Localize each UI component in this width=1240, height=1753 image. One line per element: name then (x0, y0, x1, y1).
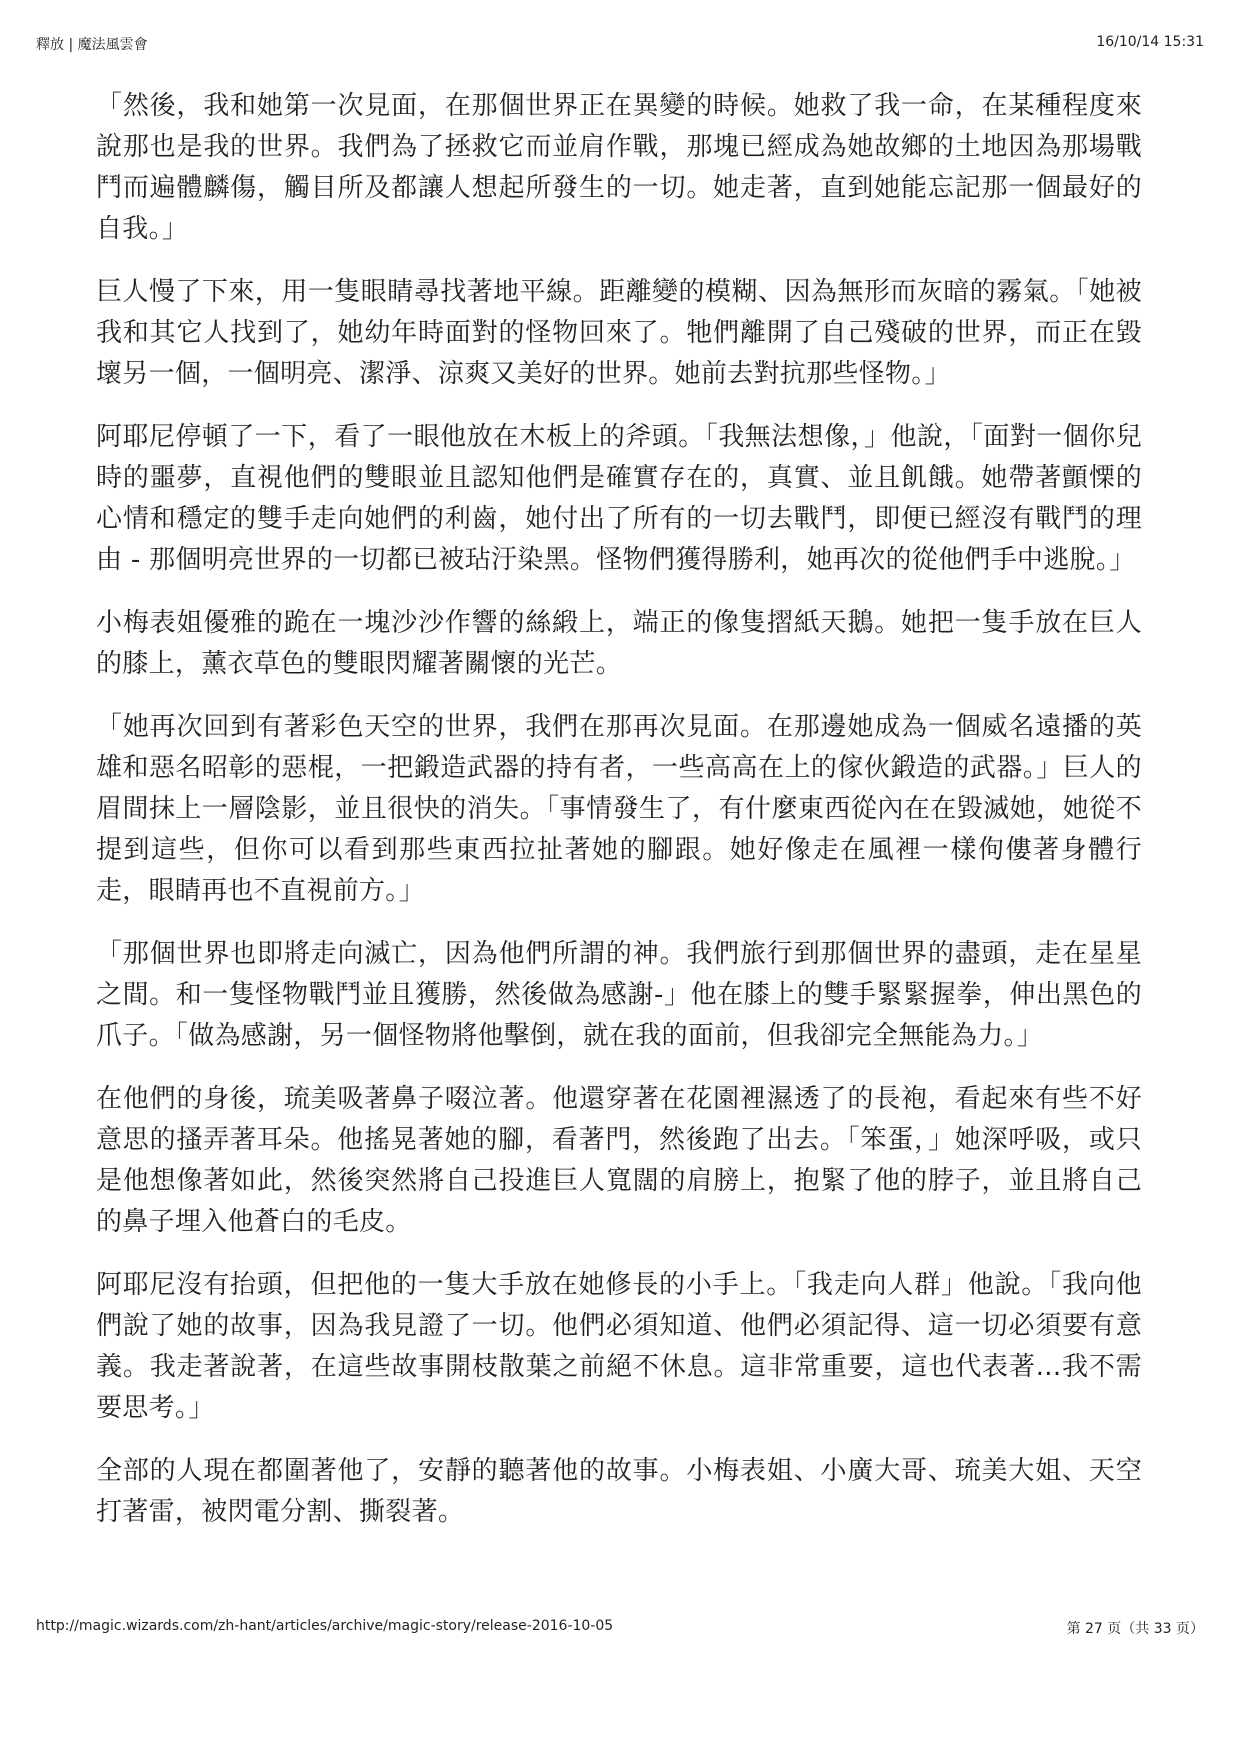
print-timestamp: 16/10/14 15:31 (1096, 34, 1204, 50)
page-footer (36, 1618, 1204, 1640)
page-number: 第 27 页（共 33 页） (1066, 1621, 1204, 1637)
document-title: 釋放 | 魔法風雲會 (36, 37, 148, 53)
source-url: http://magic.wizards.com/zh-hant/articles/archive/magic-story/release-2016-10-05 (36, 1618, 614, 1634)
paragraph-7: 在他們的身後，琉美吸著鼻子啜泣著。他還穿著在花園裡濕透了的長袍，看起來有些不好意思的搔弄著耳朵。他搖晃著她的腳，看著門，然後跑了出去。「笨蛋，」她深呼吸，或只是他想像著如此，然後突然將自己投進巨人寬闊的肩膀上，抱緊了他的脖子，並且將自己的鼻子埋入他蒼白的毛皮。 (96, 1084, 1142, 1237)
paragraph-4: 小梅表姐優雅的跪在一塊沙沙作響的絲緞上，端正的像隻摺紙天鵝。她把一隻手放在巨人的膝上，薰衣草色的雙眼閃耀著關懷的光芒。 (96, 608, 1142, 679)
paragraph-5: 「她再次回到有著彩色天空的世界，我們在那再次見面。在那邊她成為一個威名遠播的英雄和惡名昭彰的惡棍，一把鍛造武器的持有者，一些高高在上的傢伙鍛造的武器。」巨人的眉間抹上一層陰影，並且很快的消失。「事情發生了，有什麼東西從內在在毀滅她，她從不提到這些，但你可以看到那些東西拉扯著她的腳跟。她好像走在風裡一樣佝僂著身體行走，眼睛再也不直視前方。」 (96, 712, 1142, 906)
paragraph-8: 阿耶尼沒有抬頭，但把他的一隻大手放在她修長的小手上。「我走向人群」他說。「我向他們說了她的故事，因為我見證了一切。他們必須知道、他們必須記得、這一切必須要有意義。我走著說著，在這些故事開枝散葉之前絕不休息。這非常重要，這也代表著...我不需要思考。」 (96, 1270, 1142, 1423)
paragraph-9: 全部的人現在都圍著他了，安靜的聽著他的故事。小梅表姐、小廣大哥、琉美大姐、天空打著雷，被閃電分割、撕裂著。 (96, 1456, 1142, 1527)
paragraph-1: 「然後，我和她第一次見面，在那個世界正在異變的時候。她救了我一命，在某種程度來說那也是我的世界。我們為了拯救它而並肩作戰，那塊已經成為她故鄉的土地因為那場戰鬥而遍體麟傷，觸目所及都讓人想起所發生的一切。她走著，直到她能忘記那一個最好的自我。」 (96, 91, 1142, 244)
paragraph-3: 阿耶尼停頓了一下，看了一眼他放在木板上的斧頭。「我無法想像，」他說，「面對一個你兒時的噩夢，直視他們的雙眼並且認知他們是確實存在的，真實、並且飢餓。她帶著顫慄的心情和穩定的雙手走向她們的利齒，她付出了所有的一切去戰鬥，即便已經沒有戰鬥的理由 - 那個明亮世界的一切都已被玷汙染黑。怪物們獲得勝利，她再次的從他們手中逃脫。」 (96, 422, 1142, 575)
page-header (36, 34, 1204, 56)
paragraph-6: 「那個世界也即將走向滅亡，因為他們所謂的神。我們旅行到那個世界的盡頭，走在星星之間。和一隻怪物戰鬥並且獲勝，然後做為感謝-」他在膝上的雙手緊緊握拳，伸出黑色的爪子。「做為感謝，另一個怪物將他擊倒，就在我的面前，但我卻完全無能為力。」 (96, 939, 1142, 1051)
article-body (96, 86, 1142, 1555)
paragraph-2: 巨人慢了下來，用一隻眼睛尋找著地平線。距離變的模糊、因為無形而灰暗的霧氣。「她被我和其它人找到了，她幼年時面對的怪物回來了。牠們離開了自己殘破的世界，而正在毀壞另一個，一個明亮、潔淨、涼爽又美好的世界。她前去對抗那些怪物。」 (96, 277, 1142, 389)
